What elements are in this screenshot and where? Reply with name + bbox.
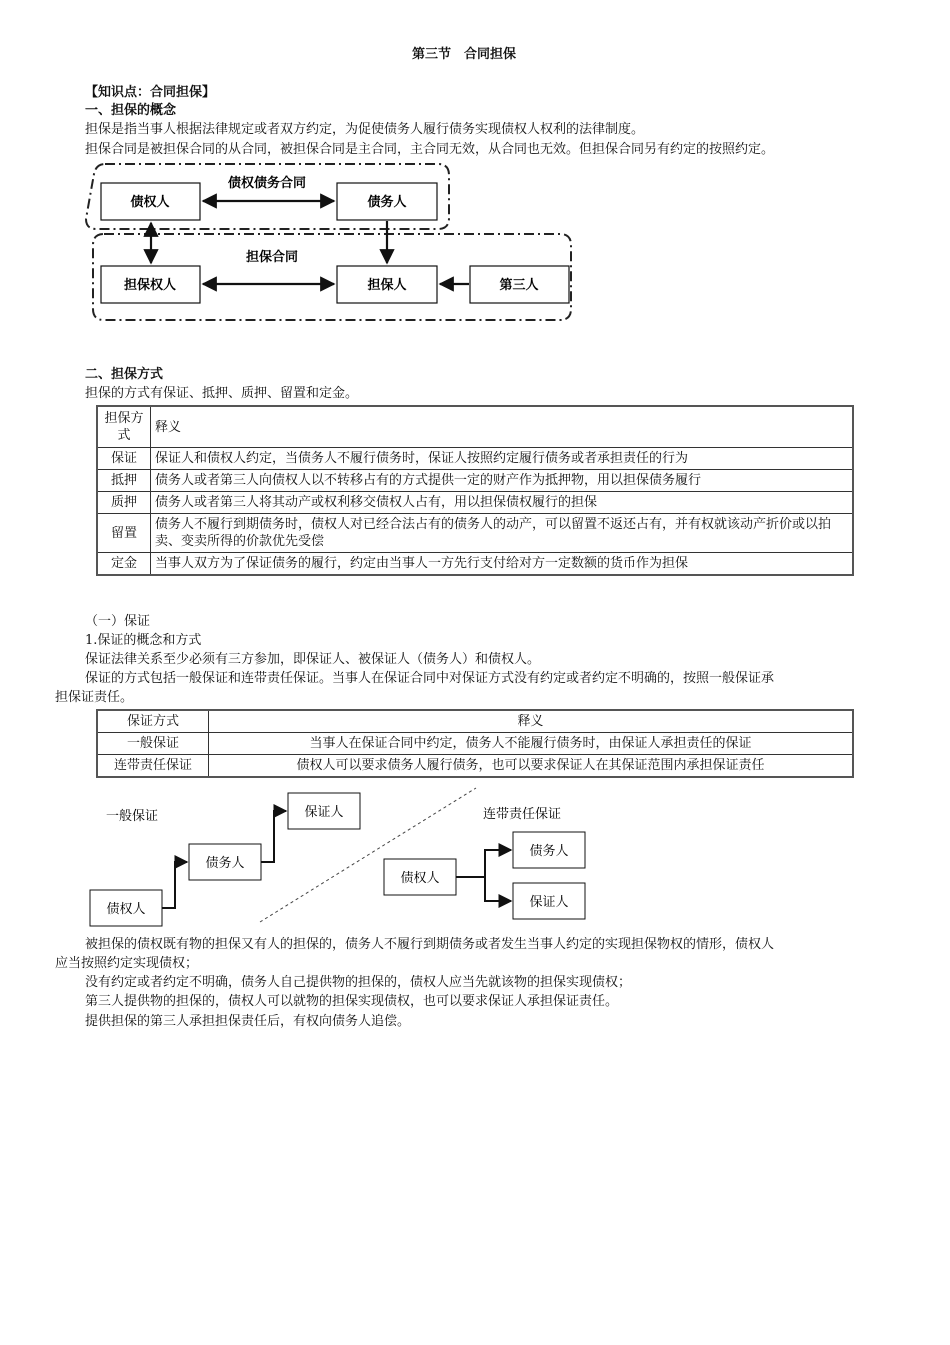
top-contract-label: 债权债务合同	[227, 176, 307, 191]
table-row	[97, 553, 853, 576]
general-debtor-label: 债务人	[205, 856, 245, 871]
general-guarantee-label: 一般保证	[106, 809, 159, 824]
method-cell: 定金	[97, 553, 151, 576]
closing-paragraph-4: 提供担保的第三人承担担保责任后，有权向债务人追偿。	[85, 1014, 411, 1029]
guarantee-methods-table	[96, 405, 854, 576]
third-party-label: 第三人	[499, 278, 539, 293]
section-3-heading: （一）保证	[85, 614, 151, 629]
fork-to-debtor-arrow	[485, 850, 511, 877]
section-3-paragraph-2-cont: 担保证责任。	[55, 690, 134, 705]
section-1-paragraph-2: 担保合同是被担保合同的从合同，被担保合同是主合同，主合同无效，从合同也无效。但担保合同另有约定的按照约定。	[85, 142, 775, 157]
guarantee-contract-label: 担保合同	[245, 250, 299, 265]
table-row	[97, 514, 853, 553]
joint-creditor-label: 债权人	[400, 871, 440, 886]
section-2-heading: 二、担保方式	[85, 367, 164, 382]
method-cell: 保证	[97, 448, 151, 470]
section-3-paragraph-2: 保证的方式包括一般保证和连带责任保证。当事人在保证合同中对保证方式没有约定或者约定不明确的，按照一般保证承	[85, 671, 775, 686]
method-cell: 质押	[97, 492, 151, 514]
type-cell: 连带责任保证	[97, 755, 209, 778]
table-row	[97, 492, 853, 514]
table-row	[97, 470, 853, 492]
table-header-row	[97, 710, 853, 733]
debtor-label: 债务人	[367, 195, 407, 210]
general-creditor-label: 债权人	[106, 902, 146, 917]
closing-paragraph-2: 没有约定或者约定不明确，债务人自己提供物的担保的，债权人应当先就该物的担保实现债权；	[85, 975, 632, 990]
guarantee-relationship-diagram	[0, 0, 950, 340]
header-cell-meaning: 释义	[151, 406, 854, 448]
joint-guarantee-label: 连带责任保证	[483, 807, 562, 822]
joint-debtor-label: 债务人	[529, 844, 569, 859]
page-title: 第三节 合同担保	[412, 47, 517, 62]
meaning-cell: 当事人双方为了保证债务的履行，约定由当事人一方先行支付给对方一定数额的货币作为担保	[151, 553, 854, 576]
method-cell: 留置	[97, 514, 151, 553]
meaning-cell: 当事人在保证合同中约定，债务人不能履行债务时，由保证人承担责任的保证	[209, 733, 854, 755]
meaning-cell: 债务人或者第三人向债权人以不转移占有的方式提供一定的财产作为抵押物，用以担保债务履行	[151, 470, 854, 492]
table-header-row	[97, 406, 853, 448]
table-row	[97, 448, 853, 470]
section-3-paragraph-1: 保证法律关系至少必须有三方参加，即保证人、被保证人（债务人）和债权人。	[85, 652, 541, 667]
guarantor-label: 担保人	[367, 278, 407, 293]
guarantee-types-diagram	[0, 785, 950, 935]
header-cell-type: 保证方式	[97, 710, 209, 733]
guarantee-types-table	[96, 709, 854, 778]
general-guarantor-label: 保证人	[304, 805, 344, 820]
table-row	[97, 733, 853, 755]
closing-paragraph-3: 第三人提供物的担保的，债权人可以就物的担保实现债权，也可以要求保证人承担保证责任。	[85, 994, 619, 1009]
creditor-to-debtor-arrow	[162, 862, 187, 908]
section-2-intro: 担保的方式有保证、抵押、质押、留置和定金。	[85, 386, 359, 401]
meaning-cell: 债权人可以要求债务人履行债务，也可以要求保证人在其保证范围内承担保证责任	[209, 755, 854, 778]
closing-paragraph-1: 被担保的债权既有物的担保又有人的担保的，债务人不履行到期债务或者发生当事人约定的实现担保物权的情形，债权人	[85, 937, 775, 952]
header-cell-meaning: 释义	[209, 710, 854, 733]
meaning-cell: 债务人不履行到期债务时，债权人对已经合法占有的债务人的动产，可以留置不返还占有，并有权就该动产折价或以拍卖、变卖所得的价款优先受偿	[151, 514, 854, 553]
section-1-paragraph-1: 担保是指当事人根据法律规定或者双方约定，为促使债务人履行债务实现债权人权利的法律制度。	[85, 122, 645, 137]
table-row	[97, 755, 853, 778]
header-cell-method: 担保方式	[97, 406, 151, 448]
joint-guarantor-label: 保证人	[529, 895, 569, 910]
knowledge-point-heading: 【知识点：合同担保】	[85, 85, 216, 100]
meaning-cell: 债务人或者第三人将其动产或权利移交债权人占有，用以担保债权履行的担保	[151, 492, 854, 514]
fork-to-guarantor-arrow	[485, 877, 511, 901]
debtor-to-guarantor-arrow	[261, 811, 286, 862]
secured-party-label: 担保权人	[123, 278, 177, 293]
section-1-heading: 一、担保的概念	[85, 103, 177, 118]
section-3-subheading: 1.保证的概念和方式	[85, 633, 202, 648]
closing-paragraph-1-cont: 应当按照约定实现债权；	[55, 956, 199, 971]
method-cell: 抵押	[97, 470, 151, 492]
meaning-cell: 保证人和债权人约定，当债务人不履行债务时，保证人按照约定履行债务或者承担责任的行为	[151, 448, 854, 470]
type-cell: 一般保证	[97, 733, 209, 755]
creditor-label: 债权人	[130, 195, 170, 210]
